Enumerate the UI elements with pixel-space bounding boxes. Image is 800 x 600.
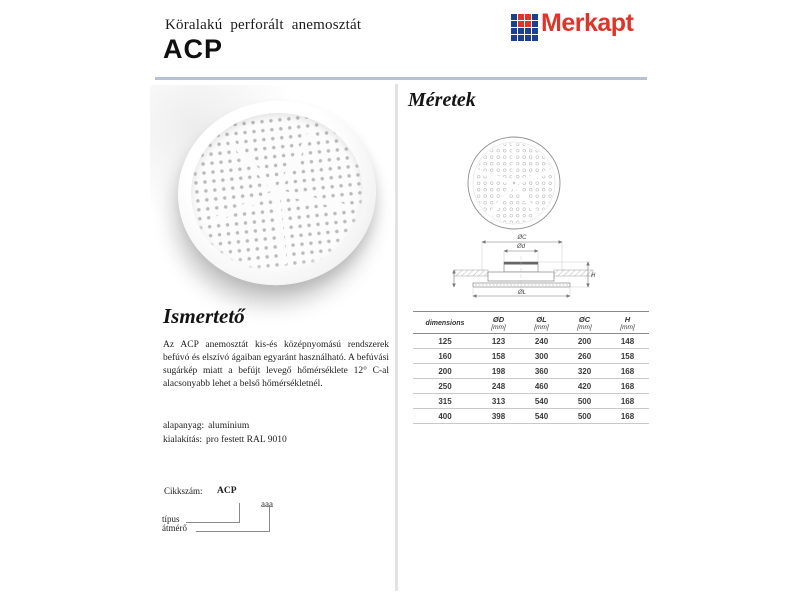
table-header-od [477,312,520,334]
table-cell: 200 [413,364,477,379]
table-header-dimensions: dimensions [413,312,477,334]
logo-square [518,35,524,41]
logo-square [525,14,531,20]
logo-square [525,28,531,34]
ordering-connector-diameter [196,506,270,532]
spec-label: kialakítás: [163,434,203,445]
spec-row-finish [163,434,287,448]
section-title-ismerteto: Ismertető [163,304,245,328]
header-unit: [mm] [534,324,549,331]
table-row [413,364,649,379]
table-header-row [413,312,649,334]
header-symbol: ØC [578,315,591,324]
table-cell: 158 [606,349,649,364]
ordering-label: Cikkszám: [164,486,203,496]
header-symbol: ØD [492,315,505,324]
ordering-code: ACP [217,486,237,496]
dim-label-od: Ød [516,244,526,250]
table-cell: 315 [413,394,477,409]
table-cell: 160 [413,349,477,364]
logo-square [511,28,517,34]
ordering-size-code: aaa [261,499,273,509]
spec-list [163,420,287,448]
spec-value: alumínium [208,421,250,431]
column-divider [395,84,398,591]
diffuser-spoke [226,136,278,193]
spec-row-material [163,420,287,434]
header-unit: [mm] [620,324,635,331]
section-view-drawing [454,235,596,296]
table-cell: 125 [413,334,477,349]
table-cell: 398 [477,409,520,424]
header-rule [155,77,647,80]
product-subtitle: Köralakú perforált anemosztát [165,17,362,33]
table-cell: 168 [606,409,649,424]
header-symbol: ØL [536,315,547,324]
dimensions-table [413,311,649,424]
table-header-ol [520,312,563,334]
logo-square [525,21,531,27]
table-cell: 240 [520,334,563,349]
table-header-h [606,312,649,334]
diffuser-spoke [209,190,277,224]
product-photo [150,85,395,310]
table-cell: 540 [520,409,563,424]
dim-label-ol: ØL [517,290,527,296]
dim-label-oc: ØC [517,235,527,241]
table-cell: 148 [606,334,649,349]
table-cell: 460 [520,379,563,394]
table-row [413,394,649,409]
logo-square [532,28,538,34]
logo-square [518,28,524,34]
ordering-diameter-label: átmérő [162,523,187,533]
logo-square [511,14,517,20]
table-cell: 123 [477,334,520,349]
spec-label: alapanyag: [163,421,205,431]
table-cell: 260 [563,349,606,364]
logo-square [511,35,517,41]
logo-square [525,35,531,41]
table-header-oc [563,312,606,334]
logo-square [532,35,538,41]
logo-square [532,21,538,27]
table-cell: 300 [520,349,563,364]
table-cell: 500 [563,394,606,409]
logo-square [532,14,538,20]
diffuser-spoke [274,192,287,265]
table-cell: 400 [413,409,477,424]
table-row [413,349,649,364]
ordering-code-diagram [160,480,295,540]
table-cell: 198 [477,364,520,379]
table-cell: 313 [477,394,520,409]
table-row [413,409,649,424]
spec-value: pro festett RAL 9010 [206,434,287,445]
technical-drawing [430,115,650,307]
top-view-drawing [468,137,560,229]
table-cell: 320 [563,364,606,379]
logo-square [518,14,524,20]
logo-wordmark: Merkapt [541,9,634,37]
table-cell: 168 [606,394,649,409]
table-cell: 420 [563,379,606,394]
logo-grid-icon [511,14,538,41]
diffuser-spoke [276,190,348,210]
page-title: ACP [163,34,224,64]
table-cell: 360 [520,364,563,379]
section-title-meretek: Méretek [408,89,476,111]
diffuser-perforated-face [183,104,371,279]
table-cell: 200 [563,334,606,349]
ordering-type-label: típus [162,514,180,524]
merkapt-logo [511,9,633,41]
table-cell: 158 [477,349,520,364]
table-cell: 168 [606,379,649,394]
header-unit: [mm] [491,324,506,331]
header-symbol: H [624,315,631,324]
table-cell: 500 [563,409,606,424]
table-cell: 168 [606,364,649,379]
header-unit: [mm] [577,324,592,331]
table-cell: 250 [413,379,477,394]
product-description: Az ACP anemosztát kis-és középnyomású rendszerek befúvó és elszívó ágaiban egyaránt használható. A befúvási sugárkép miatt a befújt levegő hőmérséklete 12° C-al alacsonyabb lehet a belső hőmérsékletnél. [163,340,389,390]
table-row [413,379,649,394]
logo-square [518,21,524,27]
table-row [413,334,649,349]
diffuser-spoke [275,128,316,193]
table-cell: 248 [477,379,520,394]
dim-label-h: H [591,273,596,279]
logo-square [511,21,517,27]
table-cell: 540 [520,394,563,409]
